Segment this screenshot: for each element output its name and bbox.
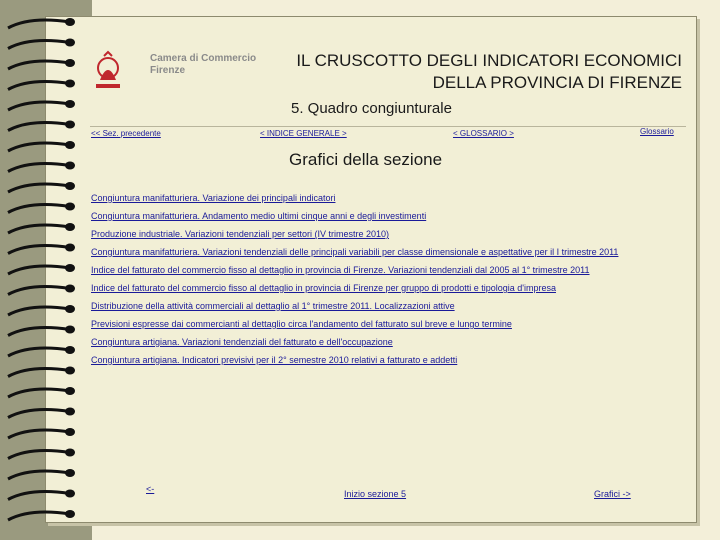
binding-ring xyxy=(8,410,70,418)
title-line-1: IL CRUSCOTTO DEGLI INDICATORI ECONOMICI xyxy=(296,51,682,70)
glossary-bracket-link[interactable]: < GLOSSARIO > xyxy=(453,129,514,138)
spiral-binding xyxy=(0,0,80,540)
logo-text xyxy=(150,53,256,77)
binding-hole xyxy=(65,326,75,334)
chart-link[interactable]: Previsioni espresse dai commercianti al dettaglio circa l'andamento del fatturato sul breve e lungo termine xyxy=(91,319,512,329)
binding-hole xyxy=(65,203,75,211)
binding-hole xyxy=(65,80,75,88)
chart-link[interactable]: Congiuntura manifatturiera. Variazioni tendenziali delle principali variabili per classe dimensionale e aspettative per il I trimestre 2011 xyxy=(91,247,619,257)
binding-hole xyxy=(65,408,75,416)
binding-hole xyxy=(65,469,75,477)
binding-ring xyxy=(8,184,70,192)
logo-line-1: Camera di Commercio xyxy=(150,53,257,64)
chart-link[interactable]: Indice del fatturato del commercio fisso al dettaglio in provincia di Firenze. Variazioni tendenziali dal 2005 al 1° trimestre 2011 xyxy=(91,265,590,275)
binding-hole xyxy=(65,39,75,47)
binding-hole xyxy=(65,182,75,190)
binding-hole xyxy=(65,141,75,149)
binding-ring xyxy=(8,348,70,356)
binding-ring xyxy=(8,430,70,438)
binding-hole xyxy=(65,223,75,231)
binding-ring xyxy=(8,389,70,397)
section-heading: Grafici della sezione xyxy=(289,150,443,169)
binding-ring xyxy=(8,471,70,479)
binding-ring xyxy=(8,492,70,500)
chart-link[interactable]: Produzione industriale. Variazioni tendenziali per settori (IV trimestre 2010) xyxy=(91,229,389,239)
next-charts-link[interactable]: Grafici -> xyxy=(594,489,631,499)
binding-ring xyxy=(8,307,70,315)
binding-ring xyxy=(8,123,70,131)
previous-section-link[interactable]: << Sez. precedente xyxy=(91,129,161,138)
general-index-link[interactable]: < INDICE GENERALE > xyxy=(260,129,347,138)
title-line-2: DELLA PROVINCIA DI FIRENZE xyxy=(432,73,682,92)
binding-ring xyxy=(8,102,70,110)
binding-hole xyxy=(65,264,75,272)
chart-link-list xyxy=(91,192,691,372)
binding-hole xyxy=(65,121,75,129)
binding-hole xyxy=(65,490,75,498)
binding-hole xyxy=(65,18,75,26)
binding-ring xyxy=(8,266,70,274)
back-link[interactable]: <- xyxy=(146,484,155,494)
chart-link[interactable]: Congiuntura manifatturiera. Andamento medio ultimi cinque anni e degli investimenti xyxy=(91,211,427,221)
section-subtitle: 5. Quadro congiunturale xyxy=(291,100,452,117)
binding-ring xyxy=(8,41,70,49)
binding-ring xyxy=(8,369,70,377)
binding-hole xyxy=(65,285,75,293)
binding-hole xyxy=(65,367,75,375)
page-title xyxy=(260,50,682,94)
binding-ring xyxy=(8,512,70,520)
binding-ring xyxy=(8,61,70,69)
binding-ring xyxy=(8,205,70,213)
binding-hole xyxy=(65,428,75,436)
binding-ring xyxy=(8,20,70,28)
glossary-link[interactable]: Glossario xyxy=(640,127,674,136)
binding-hole xyxy=(65,387,75,395)
binding-ring xyxy=(8,451,70,459)
binding-hole xyxy=(65,449,75,457)
binding-hole xyxy=(65,346,75,354)
binding-hole xyxy=(65,510,75,518)
binding-ring xyxy=(8,143,70,151)
binding-ring xyxy=(8,246,70,254)
chart-link[interactable]: Distribuzione della attività commerciali al dettaglio al 1° trimestre 2011. Localizzazioni attive xyxy=(91,301,455,311)
logo-line-2: Firenze xyxy=(150,65,186,76)
binding-ring xyxy=(8,287,70,295)
chart-link[interactable]: Congiuntura artigiana. Indicatori previsivi per il 2° semestre 2010 relativi a fatturato e addetti xyxy=(91,355,458,365)
binding-hole xyxy=(65,305,75,313)
binding-hole xyxy=(65,100,75,108)
nav-divider xyxy=(90,126,686,127)
chart-link[interactable]: Congiuntura manifatturiera. Variazione dei principali indicatori xyxy=(91,193,336,203)
binding-hole xyxy=(65,162,75,170)
binding-hole xyxy=(65,244,75,252)
binding-ring xyxy=(8,225,70,233)
chart-link[interactable]: Congiuntura artigiana. Variazioni tendenziali del fatturato e dell'occupazione xyxy=(91,337,393,347)
binding-hole xyxy=(65,59,75,67)
binding-ring xyxy=(8,328,70,336)
section-start-link[interactable]: Inizio sezione 5 xyxy=(344,489,407,499)
binding-ring xyxy=(8,82,70,90)
binding-ring xyxy=(8,164,70,172)
chart-link[interactable]: Indice del fatturato del commercio fisso al dettaglio in provincia di Firenze per gruppo di prodotti e tipologia d'impresa xyxy=(91,283,556,293)
